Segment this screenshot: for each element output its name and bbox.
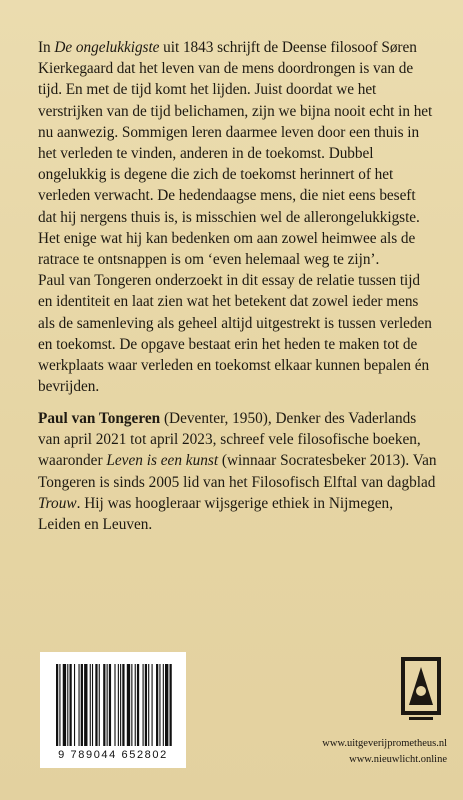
author-bio — [38, 408, 438, 535]
bio-text-3: . Hij was hoogleraar wijsgerige ethiek in Nijmegen, Leiden en Leuven. — [38, 494, 394, 534]
blurb-text-1: uit 1843 schrijft de Deense filosoof Søren Kierkegaard dat het leven van de mens doordrongen is van de tijd. En met de tijd komt het lijden. Juist doordat we het verstrijken van de tijd belichamen, zijn we bijna nooit echt in het nu aanwezig. Sommigen leren daarmee leven door een thuis in het verleden te vinden, anderen in de toekomst. Dubbel ongelukkig is degene die zich de toekomst herinnert of het verleden verwacht. De hedendaagse mens, die niet eens beseft dat hij nergens thuis is, is misschien wel de allerongelukkigste. Het enige wat hij kan bedenken om aan zowel heimwee als de ratrace te ontsnappen is om ‘even helemaal weg te zijn’. — [38, 39, 433, 269]
bio-text-2: (winnaar Socratesbeker 2013). Van Tongeren is sinds 2005 lid van het Filosofisch Elftal van dagblad — [38, 452, 437, 491]
book-title-reference: De ongelukkigste — [54, 39, 160, 56]
url-nieuwlicht[interactable]: www.nieuwlicht.online — [349, 754, 447, 765]
author-name: Paul van Tongeren — [38, 410, 161, 427]
publisher-urls — [322, 736, 447, 768]
blurb-paragraph-1 — [38, 37, 433, 270]
blurb-paragraph-2: Paul van Tongeren onderzoekt in dit essay de relatie tussen tijd en identiteit en laat zien wat het betekent dat zowel ieder mens als de samenleving als geheel altijd uitgestrekt is tussen verleden en toekomst. De opgave bestaat erin het heden te maken tot de werkplaats waar verleden en toekomst elkaar kunnen bepalen én bevrijden. — [38, 272, 432, 396]
isbn-number: 9 789044 652802 — [58, 749, 168, 761]
author-bio-paragraph — [38, 408, 438, 535]
publisher-logo-icon — [395, 655, 447, 723]
bio-book-title: Leven is een kunst — [106, 452, 219, 470]
bio-newspaper: Trouw — [38, 494, 77, 512]
barcode-panel — [40, 652, 186, 768]
blurb-lead: In — [38, 39, 55, 56]
url-prometheus[interactable]: www.uitgeverijprometheus.nl — [322, 738, 447, 749]
bio-text-1: (Deventer, 1950), Denker des Vaderlands van april 2021 tot april 2023, schreef vele filosofische boeken, waaronder — [38, 410, 421, 470]
barcode-icon — [56, 664, 174, 746]
blurb — [38, 37, 433, 397]
